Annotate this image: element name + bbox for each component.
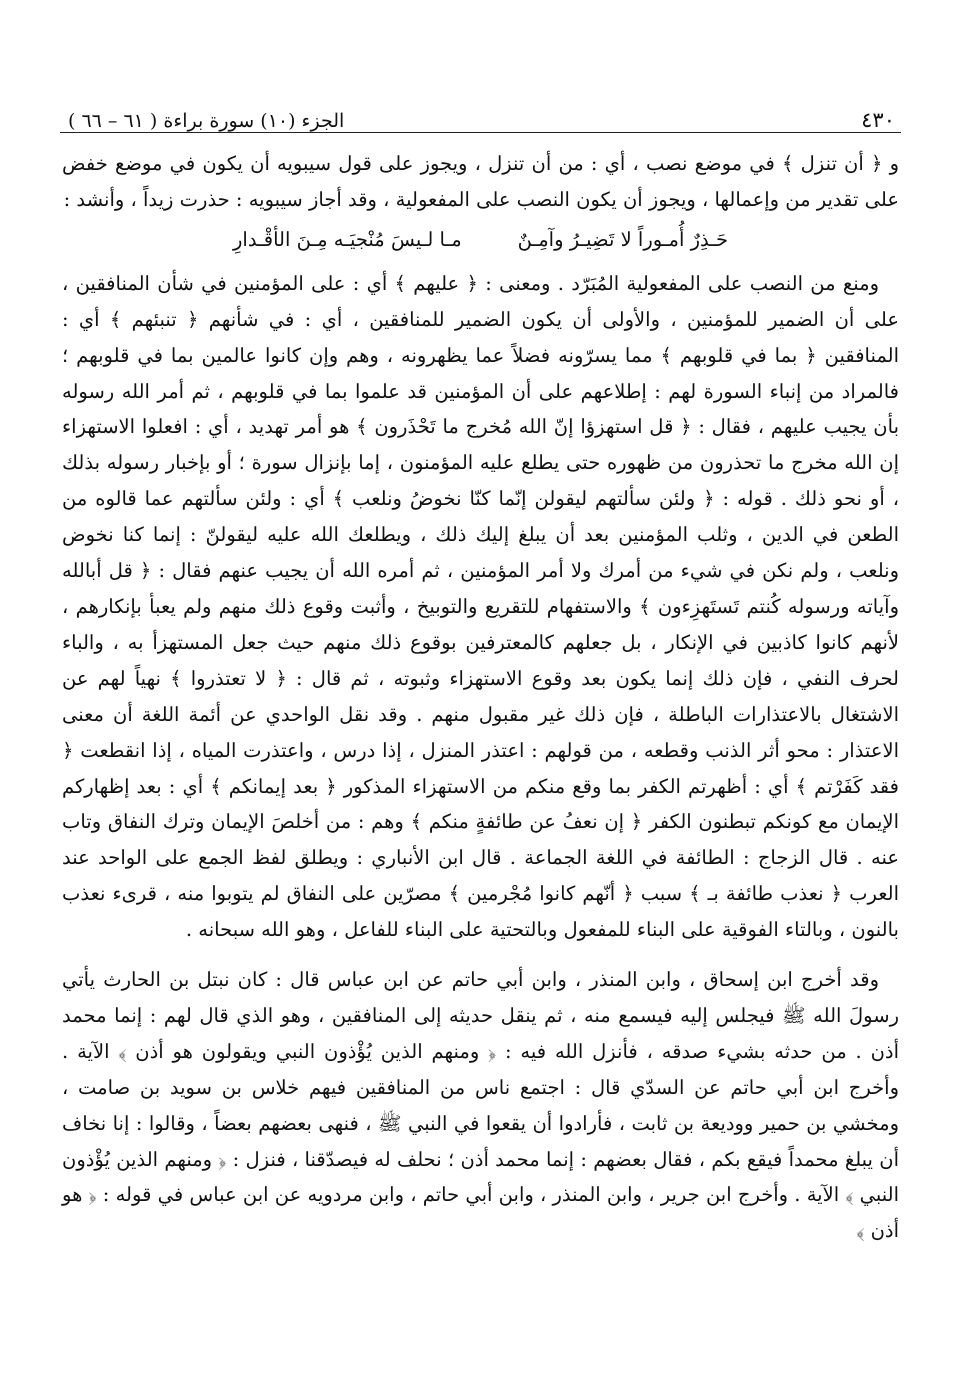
poetry-verse	[62, 220, 899, 260]
header-divider	[60, 132, 901, 133]
paragraph-grammar: و ﴿ أن تنزل ﴾ في موضع نصب ، أي : من أن تنزل ، ويجوز على قول سيبويه أن يكون في موضع خفض على تقدير من وإعمالها ، ويجوز أن يكون النصب على المفعولية ، وقد أجاز سيبويه : حذرت زيداً ، وأنشد :	[62, 152, 899, 211]
verse-hemistich-first: حَـذِرٌ أُمـوراً لا تَضِيـرُ وآمِـنٌ	[517, 227, 729, 251]
verse-hemistich-second: مـا لـيسَ مُنْجيَـه مِـنَ الأقْـدارِ	[232, 227, 462, 251]
running-header	[62, 92, 899, 132]
paragraph-spacer	[62, 948, 899, 962]
page-body	[62, 146, 899, 1249]
paragraph-narrations: وقد أخرج ابن إسحاق ، وابن المنذر ، وابن أبي حاتم عن ابن عباس قال : كان نبتل بن الحارث يأتي رسولَ الله ﷺ فيجلس إليه فيسمع منه ، ثم ينقل حديثه إلى المنافقين ، وهو الذي قال لهم : إنما محمد أذن . من حدثه بشيء صدقه ، فأنزل الله فيه : ﴿ ومنهم الذين يُؤْذون النبي ويقولون هو أذن ﴾ الآية . وأخرج ابن أبي حاتم عن السدّي قال : اجتمع ناس من المنافقين فيهم خلاس بن سويد بن صامت ، ومخشي بن حمير ووديعة بن ثابت ، فأرادوا أن يقعوا في النبي ﷺ ، فنهى بعضهم بعضاً ، وقالوا : إنا نخاف أن يبلغ محمداً فيقع بكم ، فقال بعضهم : إنما محمد أذن ؛ نحلف له فيصدّقنا ، فنزل : ﴿ ومنهم الذين يُؤْذون النبي ﴾ الآية . وأخرج ابن جرير ، وابن المنذر ، وابن أبي حاتم ، وابن مردويه عن ابن عباس في قوله : ﴿ هو أذن ﴾	[62, 968, 899, 1243]
paragraph-commentary: ومنع من النصب على المفعولية المُبَرّد . ومعنى : ﴿ عليهم ﴾ أي : على المؤمنين في شأن المنافقين ، على أن الضمير للمؤمنين ، والأولى أن يكون الضمير للمنافقين ، أي : في شأنهم ﴿ تنبئهم ﴾ أي : المنافقين ﴿ بما في قلوبهم ﴾ مما يسرّونه فضلاً عما يظهرونه ، وهم وإن كانوا عالمين بما في قلوبهم ؛ فالمراد من إنباء السورة لهم : إطلاعهم على أن المؤمنين قد علموا بما في قلوبهم ، ثم أمر الله رسوله بأن يجيب عليهم ، فقال : ﴿ قل استهزؤا إنّ الله مُخرج ما تَحْذَرون ﴾ هو أمر تهديد ، أي : افعلوا الاستهزاء إن الله مخرج ما تحذرون من ظهوره حتى يطلع عليه المؤمنون ، إما بإنزال سورة ؛ أو بإخبار رسوله بذلك ، أو نحو ذلك . قوله : ﴿ ولئن سألتهم ليقولن إنّما كنّا نخوضُ ونلعب ﴾ أي : ولئن سألتهم عما قالوه من الطعن في الدين ، وثلب المؤمنين بعد أن يبلغ إليك ذلك ، ويطلعك الله عليه ليقولنّ : إنما كنا نخوض ونلعب ، ولم نكن في شيء من أمرك ولا أمر المؤمنين ، ثم أمره الله أن يجيب عنهم فقال : ﴿ قل أبالله وآياته ورسوله كُنتم تَستَهزِءون ﴾ والاستفهام للتقريع والتوبيخ ، وأثبت وقوع ذلك منهم ولم يعبأ بإنكارهم ، لأنهم كانوا كاذبين في الإنكار ، بل جعلهم كالمعترفين بوقوع ذلك منهم حيث جعل المستهزأ به ، والباء لحرف النفي ، فإن ذلك إنما يكون بعد وقوع الاستهزاء وثبوته ، ثم قال : ﴿ لا تعتذروا ﴾ نهياً لهم عن الاشتغال بالاعتذارات الباطلة ، فإن ذلك غير مقبول منهم . وقد نقل الواحدي عن أئمة اللغة أن معنى الاعتذار : محو أثر الذنب وقطعه ، من قولهم : اعتذر المنزل ، إذا درس ، واعتذرت المياه ، إذا انقطعت ﴿ فقد كَفَرْتم ﴾ أي : أظهرتم الكفر بما وقع منكم من الاستهزاء المذكور ﴿ بعد إيمانكم ﴾ أي : بعد إظهاركم الإيمان مع كونكم تبطنون الكفر ﴿ إن نعفُ عن طائفةٍ منكم ﴾ وهم : من أخلصَ الإيمان وترك النفاق وتاب عنه . قال الزجاج : الطائفة في اللغة الجماعة . قال ابن الأنباري : ويطلق لفظ الجمع على الواحد عند العرب ﴿ نعذب طائفة بـ ﴾ سبب ﴿ أنّهم كانوا مُجْرمين ﴾ مصرّين على النفاق لم يتوبوا منه ، قرىء نعذب بالنون ، وبالتاء الفوقية على البناء للمفعول وبالتحتية على البناء للفاعل ، وهو الله سبحانه .	[62, 271, 899, 942]
running-title: الجزء (١٠) سورة براءة ( ٦١ – ٦٦ )	[68, 110, 345, 132]
page-number: ٤٣٠	[861, 108, 895, 132]
